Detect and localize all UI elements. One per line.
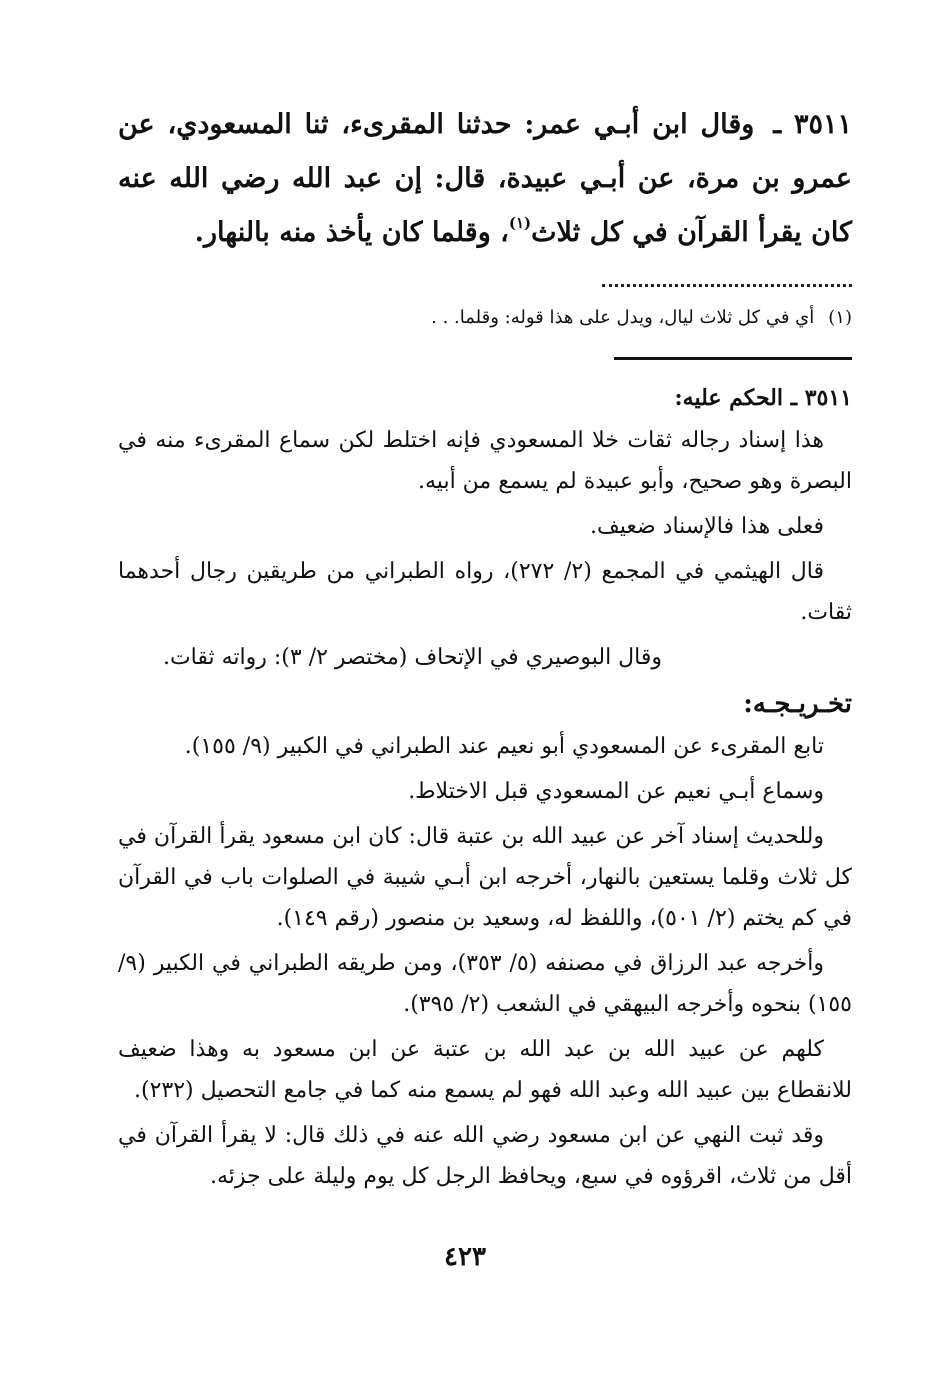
takhrij-heading: تخـريـجـه: [743, 689, 852, 719]
ruling-paragraph: هذا إسناد رجاله ثقات خلا المسعودي فإنه اختلط لكن سماع المقرىء منه في البصرة وهو صحيح، وأبو عبيدة لم يسمع من أبيه. [118, 428, 852, 494]
hadith-text-part2: ، وقلما كان يأخذ منه بالنهار. [194, 217, 509, 248]
page-number: ٤٢٣ [444, 1242, 486, 1272]
ruling-paragraph: فعلى هذا فالإسناد ضعيف. [589, 514, 824, 539]
takhrij-paragraph: وللحديث إسناد آخر عن عبيد الله بن عتبة قال: كان ابن مسعود يقرأ القرآن في كل ثلاث وقلما يستعين بالنهار، أخرجه ابن أبـي شيبة في الصلوات باب في القرآن في كم يختم (٢/ ٥٠١)، واللفظ له، وسعيد بن منصور (رقم ١٤٩). [118, 824, 852, 931]
footnote-separator [602, 270, 852, 287]
takhrij-paragraph: وأخرجه عبد الرزاق في مصنفه (٥/ ٣٥٣)، ومن طريقه الطبراني في الكبير (٩/ ١٥٥) بنحوه وأخرجه البيهقي في الشعب (٢/ ٣٩٥). [118, 951, 852, 1017]
section-divider [614, 357, 852, 360]
takhrij-paragraph: كلهم عن عبيد الله بن عبد الله بن عتبة عن ابن مسعود به وهذا ضعيف للانقطاع بين عبيد الله وعبد الله فهو لم يسمع منه كما في جامع التحصيل (٢٣٢). [118, 1037, 852, 1103]
page-body [118, 98, 852, 1201]
takhrij-paragraph: تابع المقرىء عن المسعودي أبو نعيم عند الطبراني في الكبير (٩/ ١٥٥). [184, 734, 824, 759]
hadith-number: ٣٥١١ ـ [773, 109, 852, 140]
hadith-text [118, 98, 852, 260]
ruling-heading: ٣٥١١ ـ الحكم عليه: [674, 385, 852, 411]
hadith-text-part1: وقال ابن أبـي عمر: حدثنا المقرىء، ثنا المسعودي، عن عمرو بن مرة، عن أبـي عبيدة، قال: إن عبد الله رضي الله عنه كان يقرأ القرآن في كل ثلاث [118, 109, 852, 248]
footnote-reference[interactable]: (١) [508, 214, 532, 232]
footnote-text: أي في كل ثلاث ليال، ويدل على هذا قوله: وقلما. . . [431, 307, 815, 328]
ruling-paragraph: قال الهيثمي في المجمع (٢/ ٢٧٢)، رواه الطبراني من طريقين رجال أحدهما ثقات. [118, 559, 852, 625]
takhrij-paragraph: وقد ثبت النهي عن ابن مسعود رضي الله عنه في ذلك قال: لا يقرأ القرآن في أقل من ثلاث، اقرؤوه في سبع، ويحافظ الرجل كل يوم وليلة على جزئه. [118, 1123, 852, 1189]
ruling-paragraph: وقال البوصيري في الإتحاف (مختصر ٢/ ٣): رواته ثقات. [162, 645, 662, 670]
takhrij-paragraph: وسماع أبـي نعيم عن المسعودي قبل الاختلاط. [408, 779, 824, 804]
footnote-number: (١) [828, 307, 852, 328]
footnote [118, 301, 852, 335]
